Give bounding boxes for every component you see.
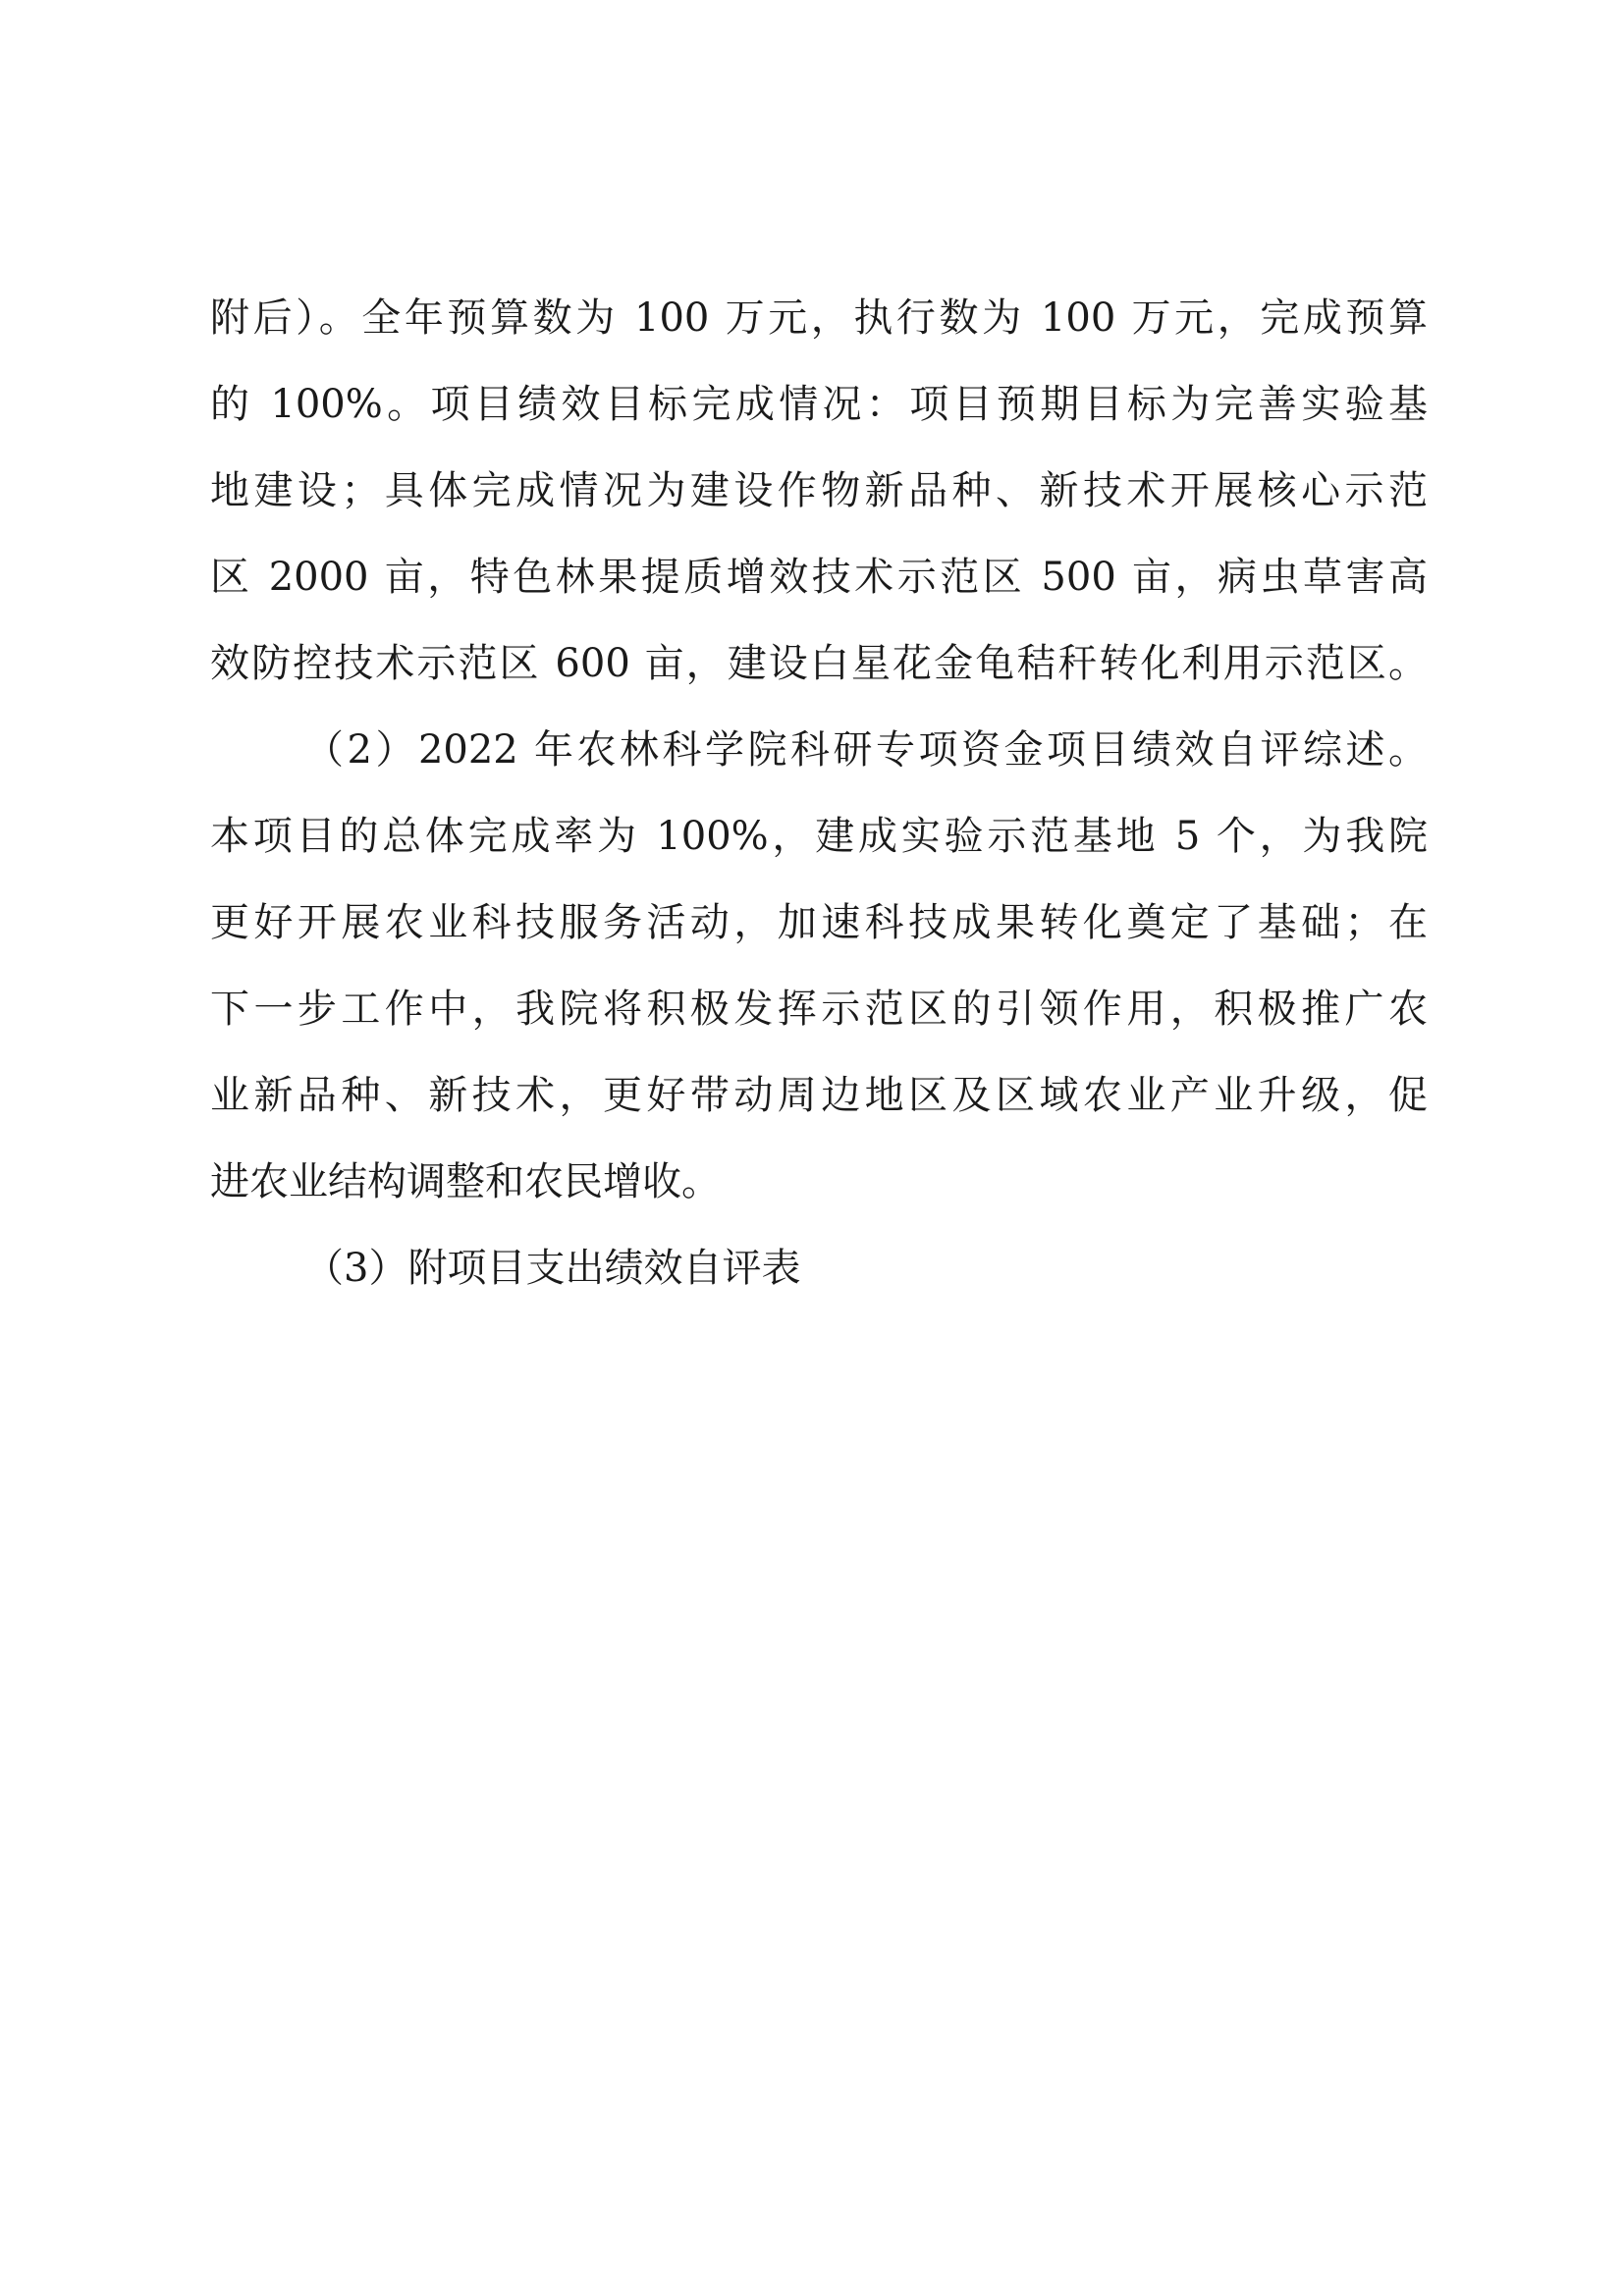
paragraph-line: 更好开展农业科技服务活动，加速科技成果转化奠定了基础；在 (210, 900, 1428, 945)
paragraph-line: 附后）。全年预算数为 100 万元，执行数为 100 万元，完成预算 (210, 295, 1428, 341)
paragraph-line: 进农业结构调整和农民增收。 (210, 1159, 721, 1204)
paragraph-line: 区 2000 亩，特色林果提质增效技术示范区 500 亩，病虫草害高 (210, 555, 1428, 600)
paragraph-line: 效防控技术示范区 600 亩，建设白星花金龟秸秆转化利用示范区。 (210, 641, 1428, 686)
paragraph-line: 下一步工作中，我院将积极发挥示范区的引领作用，积极推广农 (210, 987, 1428, 1032)
paragraph-line: 业新品种、新技术，更好带动周边地区及区域农业产业升级，促 (210, 1073, 1428, 1118)
paragraph-line: 地建设；具体完成情况为建设作物新品种、新技术开展核心示范 (210, 468, 1428, 513)
section-heading: （2）2022 年农林科学院科研专项资金项目绩效自评综述。 (304, 727, 1428, 773)
body-text (210, 294, 1428, 1331)
paragraph-line: 本项目的总体完成率为 100%，建成实验示范基地 5 个，为我院 (210, 814, 1428, 859)
paragraph-line: 的 100%。项目绩效目标完成情况：项目预期目标为完善实验基 (210, 382, 1428, 427)
section-heading: （3）附项目支出绩效自评表 (304, 1246, 801, 1291)
